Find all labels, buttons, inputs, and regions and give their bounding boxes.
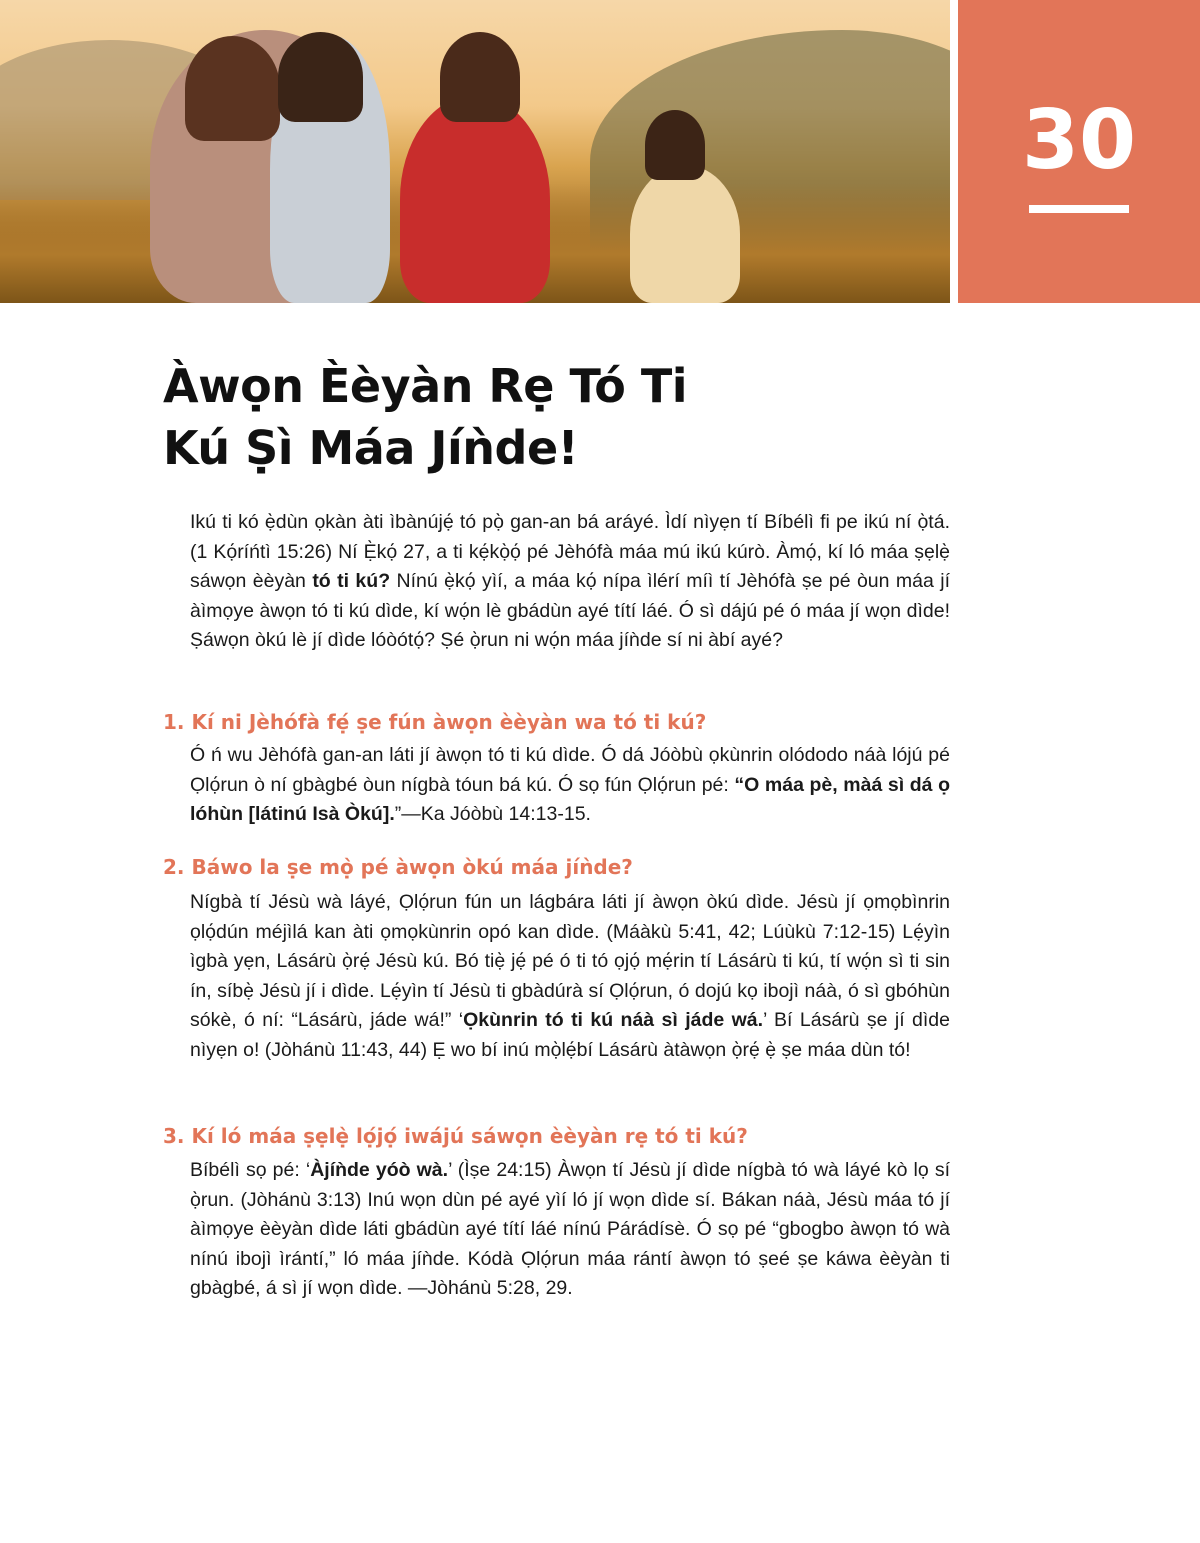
section-3-bold: Àjíǹde yóò wà. [310, 1159, 449, 1181]
badge-underline [1029, 205, 1129, 213]
daughter-figure [630, 165, 740, 303]
section-1-answer [190, 741, 950, 830]
intro-text-2: Nínú ẹ̀kọ́ yìí, a máa kọ́ nípa ìlérí míì tí Jèhófà ṣe pé òun máa jí àìmọye àwọn tó ti kú dìde, kí wọ́n lè gbádùn ayé títí láé. Ó sì dájú pé ó máa jí wọn dìde! Ṣáwọn òkú lè jí dìde lóòótọ́? Ṣé ọ̀run ni wọ́n máa jíǹde sí ni àbí ayé? [190, 570, 950, 651]
section-2-bold: Ọkùnrin tó ti kú náà sì jáde wá. [463, 1009, 764, 1031]
section-1-bold: “O máa pè, màá sì dá ọ lóhùn [látinú Isà Òkú]. [190, 773, 950, 825]
mother-head [440, 32, 520, 122]
section-2-text-1: Nígbà tí Jésù wà láyé, Ọlọ́run fún un lágbára láti jí àwọn òkú dìde. Jésù jí ọmọbìnrin ọlọ́dún méjìlá kan àti ọmọkùnrin opó kan dìde. (Máàkù 5:41, 42; Lúùkù 7:12-15) Lẹ́yìn ìgbà yẹn, Lásárù ọ̀rẹ́ Jésù kú. Bó tiẹ̀ jẹ́ pé ó ti tó ọjọ́ mẹ́rin tí Lásárù ti kú, tí wọ́n sì ti sin ín, síbẹ̀ Jésù jí i dìde. Lẹ́yìn tí Jésù ti gbàdúrà sí Ọlọ́run, ó dojú kọ ibojì náà, ó sì gbóhùn sókè, ó ní: “Lásárù, jáde wá!” ‘ [190, 891, 950, 1031]
section-2-question: 2. Báwo la ṣe mọ̀ pé àwọn òkú máa jíǹde? [163, 855, 633, 879]
section-3-text-2: ’ (Ìṣe 24:15) Àwọn tí Jésù jí dìde nígbà tó wà láyé kò lọ sí ọ̀run. (Jòhánù 3:13) Inú wọn dùn pé ayé yìí ló jí wọn dìde sí. Bákan náà, Jésù máa tó jí àìmọye èèyàn dìde láti gbádùn ayé títí láé nínú Párádísè. Ó sọ pé “gbogbo àwọn tó wà nínú ibojì ìrántí,” ló máa jíǹde. Kódà Ọlọ́run máa rántí àwọn tó ṣeé ṣe káwa èèyàn ti gbàgbé, á sì jí wọn dìde. —Jòhánù 5:28, 29. [190, 1159, 950, 1299]
section-3-text-1: Bíbélì sọ pé: ‘ [190, 1159, 311, 1181]
hero-photo [0, 0, 950, 303]
lesson-number: 30 [1021, 93, 1137, 188]
intro-bold: tó ti kú? [312, 570, 391, 592]
daughter-head [645, 110, 705, 180]
intro-text-1: Ikú ti kó ẹ̀dùn ọkàn àti ìbànújẹ́ tó pọ̀ gan-an bá aráyé. Ìdí nìyẹn tí Bíbélì fi pe ikú ní ọ̀tá. (1 Kọ́ríńtì 15:26) Ní Ẹ̀kọ́ 27, a ti kẹ́kọ̀ọ́ pé Jèhófà máa mú ikú kúrò. Àmọ́, kí ló máa ṣẹlẹ̀ sáwọn èèyàn [190, 511, 950, 592]
father-head [185, 36, 280, 141]
title-line-1: Àwọn Èèyàn Rẹ Tó Ti [163, 359, 688, 413]
section-3-answer [190, 1156, 950, 1304]
section-2-text-2: ’ Bí Lásárù ṣe jí dìde nìyẹn o! (Jòhánù 11:43, 44) Ẹ wo bí inú mọ̀lẹ́bí Lásárù àtàwọn ọ̀rẹ́ ẹ̀ ṣe máa dùn tó! [190, 1009, 950, 1061]
intro-paragraph [190, 508, 950, 656]
section-1-text-1: Ó ń wu Jèhófà gan-an láti jí àwọn tó ti kú dìde. Ó dá Jóòbù ọkùnrin olódodo náà lójú pé Ọlọ́run ò ní gbàgbé òun nígbà tóun bá kú. Ó sọ fún Ọlọ́run pé: [190, 744, 950, 796]
mother-figure [400, 95, 550, 303]
section-2-answer [190, 888, 950, 1065]
section-3-question: 3. Kí ló máa ṣẹlẹ̀ lọ́jọ́ iwájú sáwọn èèyàn rẹ tó ti kú? [163, 1124, 748, 1148]
section-1-text-2: ”—Ka Jóòbù 14:13-15. [394, 803, 591, 825]
lesson-number-badge [958, 0, 1200, 303]
son-head [278, 32, 363, 122]
title-line-2: Kú Ṣì Máa Jíǹde! [163, 421, 579, 475]
page-title [163, 355, 687, 479]
section-1-question: 1. Kí ni Jèhófà fẹ́ ṣe fún àwọn èèyàn wa tó ti kú? [163, 710, 707, 734]
